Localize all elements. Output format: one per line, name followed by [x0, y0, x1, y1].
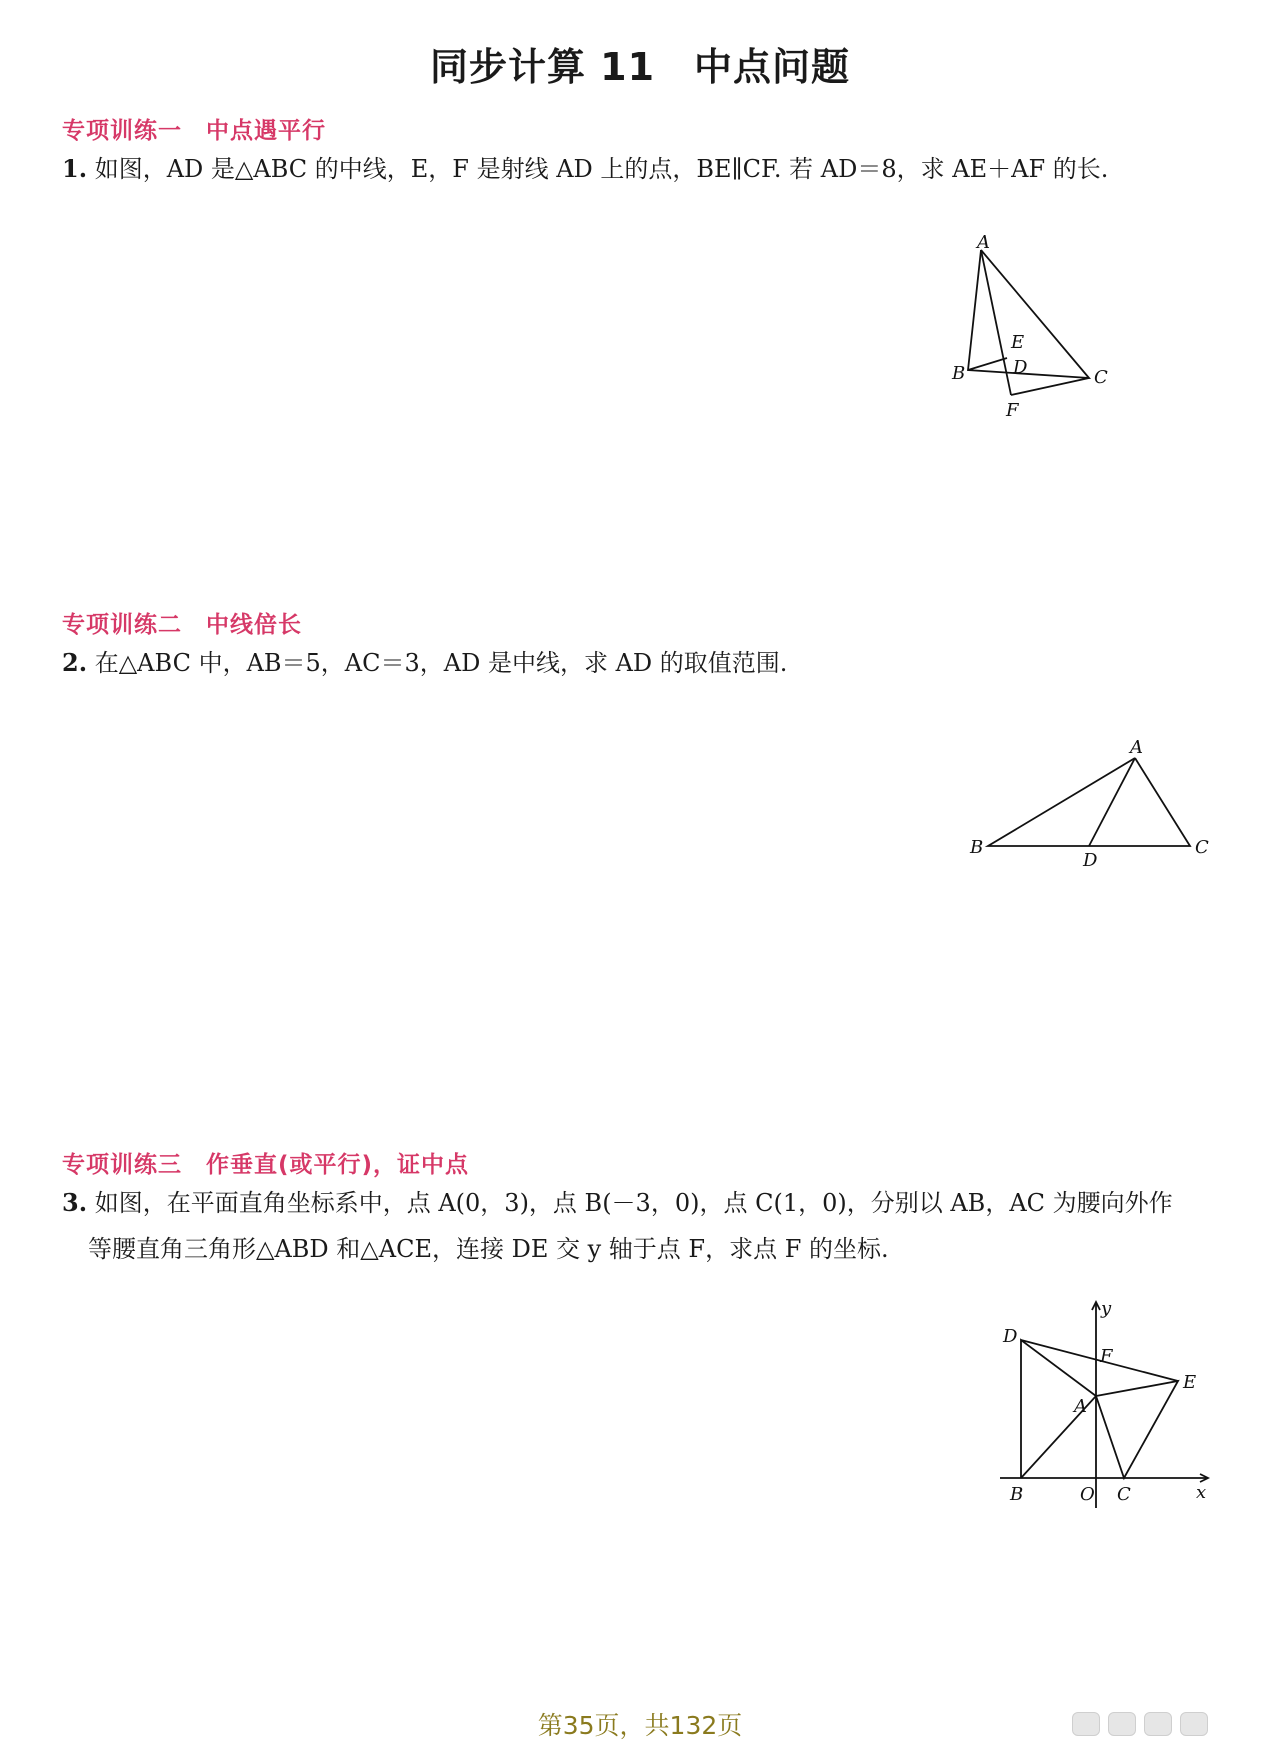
triangle-ACE	[1096, 1381, 1178, 1478]
label-y: y	[1101, 1298, 1112, 1319]
label-E: E	[1011, 332, 1025, 353]
label-A: A	[977, 232, 990, 253]
viewer-button[interactable]	[1144, 1712, 1172, 1736]
figure-line	[988, 758, 1190, 846]
label-F: F	[1006, 400, 1019, 421]
figure-line	[1011, 378, 1089, 395]
label-D: D	[1013, 357, 1028, 378]
page-footer: 第35页，共132页	[537, 1711, 743, 1740]
problem-text: 如图，AD 是△ABC 的中线，E，F 是射线 AD 上的点，BE∥CF. 若 AD＝8，求 AE＋AF 的长.	[94, 155, 1109, 183]
figure-1-triangle	[952, 232, 1220, 430]
problem-text: 在△ABC 中，AB＝5，AC＝3，AD 是中线，求 AD 的取值范围.	[94, 649, 788, 677]
label-D: D	[1083, 850, 1098, 871]
figure-2-triangle	[970, 737, 1210, 880]
problem-text-line2: 等腰直角三角形△ABD 和△ACE，连接 DE 交 y 轴于点 F，求点 F 的坐标.	[88, 1235, 889, 1263]
problem-2	[62, 640, 1212, 686]
problem-number: 1.	[62, 154, 88, 183]
page-title: 同步计算 11 中点问题	[429, 45, 851, 89]
label-C: C	[1094, 367, 1108, 388]
problem-number: 3.	[62, 1188, 88, 1217]
viewer-button[interactable]	[1180, 1712, 1208, 1736]
figure-3-coordinate-plane	[1000, 1300, 1230, 1520]
section-heading-3: 专项训练三 作垂直(或平行)，证中点	[62, 1152, 470, 1178]
label-D: D	[1003, 1326, 1018, 1347]
figure-line	[968, 250, 1089, 378]
figure-line	[981, 250, 1011, 395]
label-B: B	[952, 363, 966, 384]
problem-number: 2.	[62, 648, 88, 677]
label-F: F	[1100, 1346, 1113, 1367]
label-A: A	[1074, 1396, 1087, 1417]
label-A: A	[1130, 737, 1143, 758]
section-heading-1: 专项训练一 中点遇平行	[62, 118, 326, 144]
label-B: B	[1010, 1484, 1024, 1505]
label-x: x	[1196, 1482, 1207, 1503]
problem-1	[62, 146, 1212, 192]
label-C: C	[1195, 837, 1209, 858]
label-B: B	[970, 837, 984, 858]
problem-text-line1: 如图，在平面直角坐标系中，点 A(0，3)，点 B(－3，0)，点 C(1，0)，分别以 AB，AC 为腰向外作	[94, 1189, 1173, 1217]
problem-3	[62, 1180, 1212, 1272]
figure-line	[968, 358, 1007, 370]
viewer-button[interactable]	[1108, 1712, 1136, 1736]
section-heading-2: 专项训练二 中线倍长	[62, 612, 302, 638]
label-O: O	[1080, 1484, 1095, 1505]
viewer-button[interactable]	[1072, 1712, 1100, 1736]
label-E: E	[1183, 1372, 1197, 1393]
label-C: C	[1117, 1484, 1131, 1505]
viewer-toolbar	[1072, 1712, 1208, 1736]
